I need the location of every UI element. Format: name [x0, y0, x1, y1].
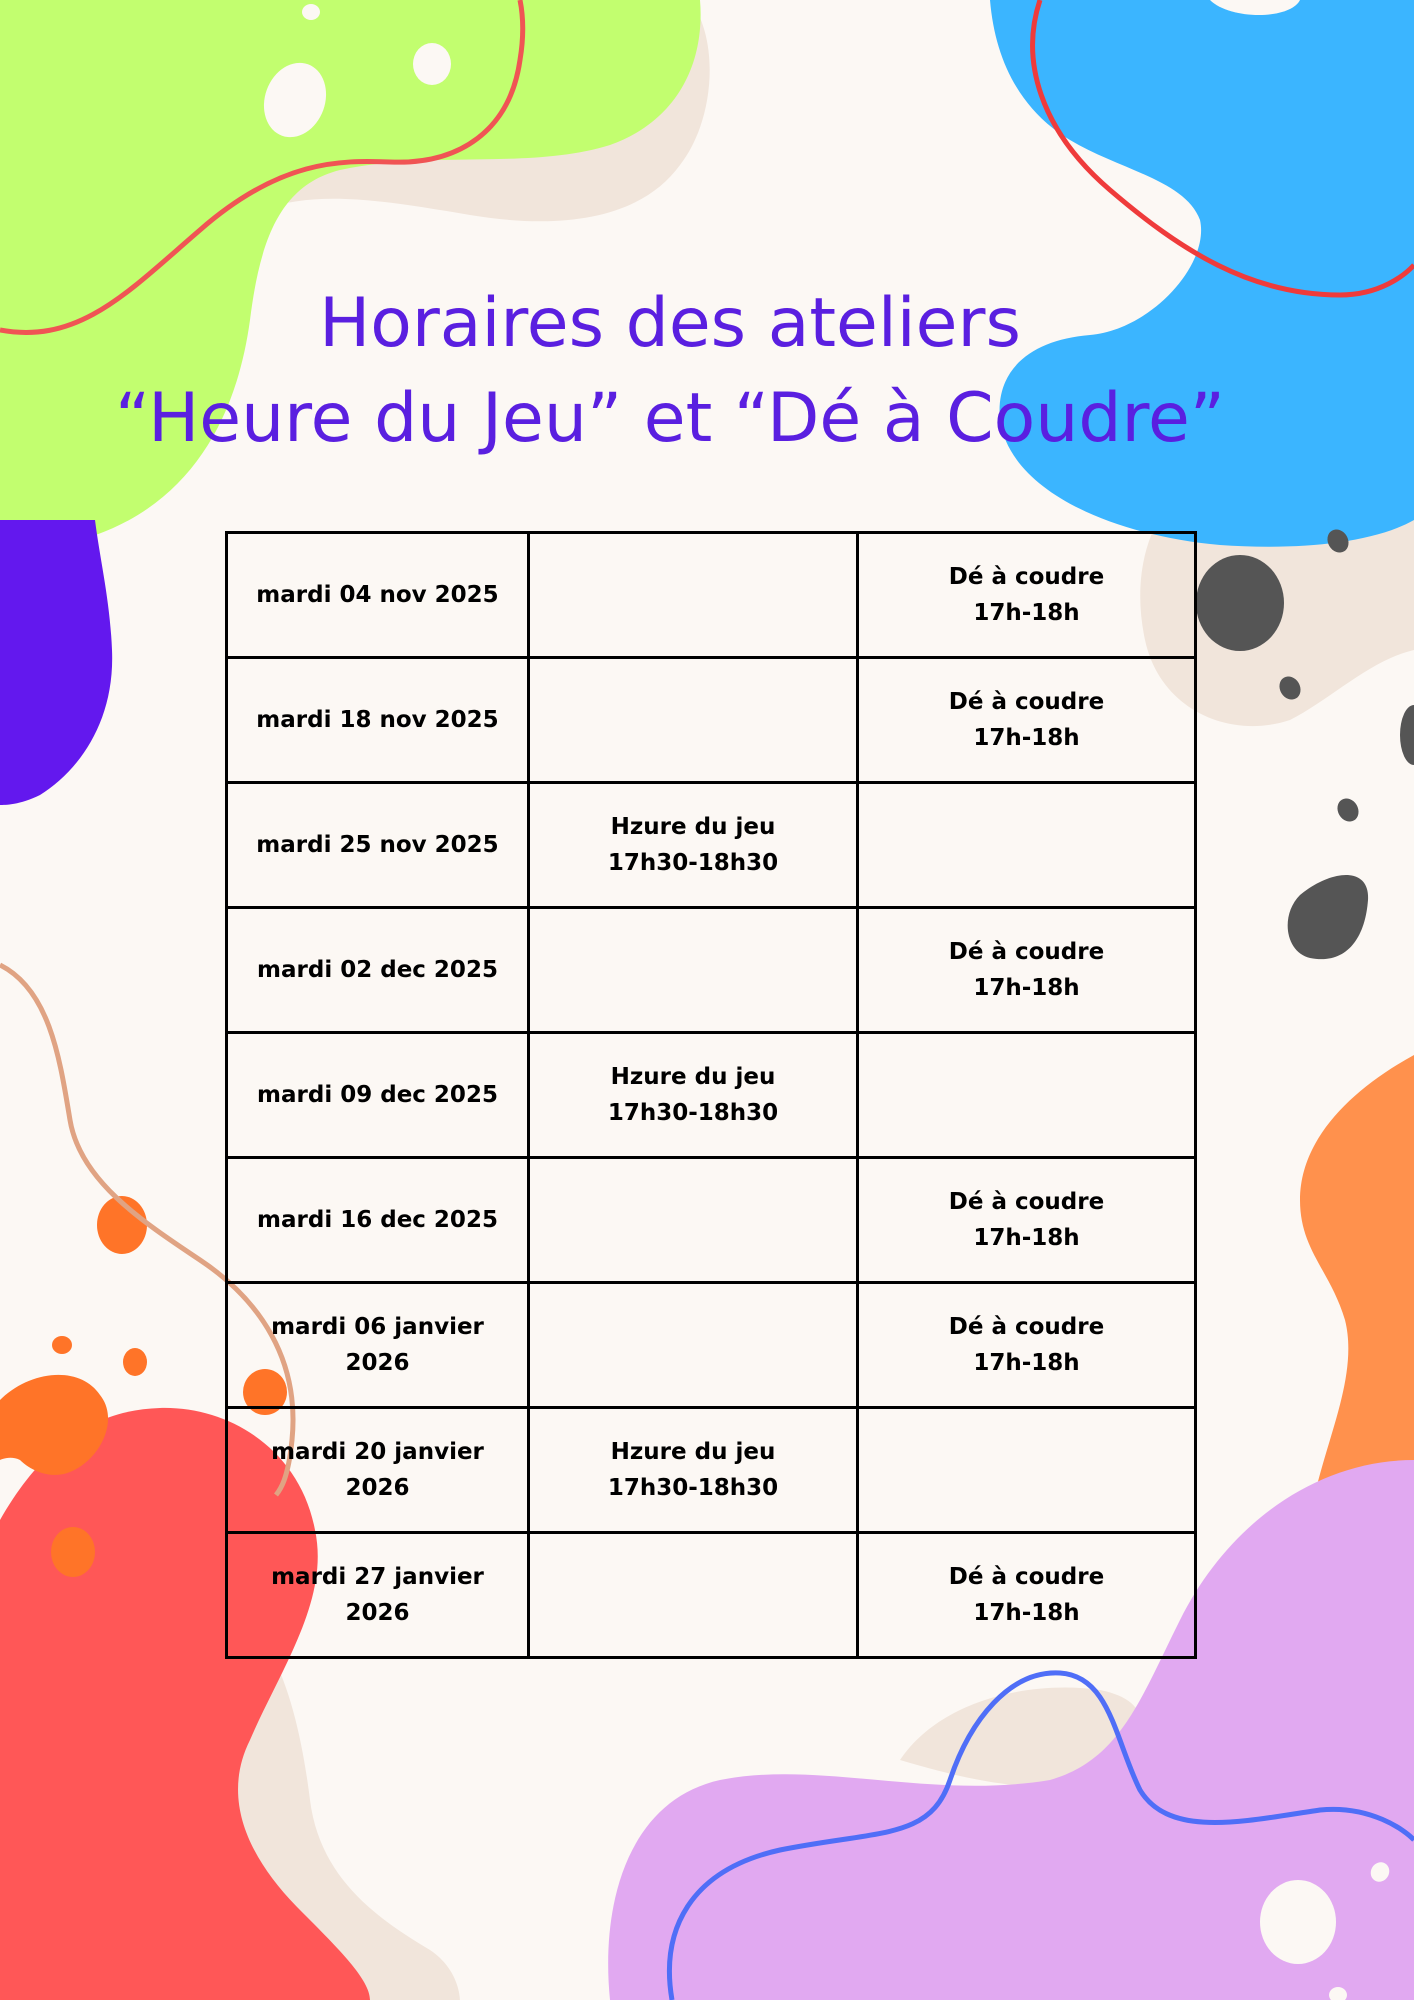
de-a-coudre-cell: Dé à coudre 17h-18h	[858, 908, 1196, 1033]
table-row	[227, 1158, 1196, 1283]
white-spot-3	[302, 4, 320, 20]
table-row	[227, 783, 1196, 908]
white-spot-2	[413, 43, 451, 85]
heure-du-jeu-cell	[529, 1283, 858, 1408]
date-cell: mardi 27 janvier 2026	[227, 1533, 529, 1658]
heure-du-jeu-cell	[529, 1533, 858, 1658]
table-row	[227, 658, 1196, 783]
heure-du-jeu-cell	[529, 908, 858, 1033]
table-row	[227, 1033, 1196, 1158]
de-a-coudre-cell: Dé à coudre 17h-18h	[858, 1283, 1196, 1408]
table-row	[227, 1533, 1196, 1658]
orange-dot-3	[51, 1527, 95, 1577]
date-cell: mardi 09 dec 2025	[227, 1033, 529, 1158]
date-cell: mardi 18 nov 2025	[227, 658, 529, 783]
de-a-coudre-cell	[858, 1408, 1196, 1533]
heure-du-jeu-cell	[529, 658, 858, 783]
de-a-coudre-cell: Dé à coudre 17h-18h	[858, 533, 1196, 658]
grey-dot-1	[1196, 555, 1284, 651]
grey-blob	[1288, 875, 1368, 959]
date-cell: mardi 06 janvier 2026	[227, 1283, 529, 1408]
heure-du-jeu-cell: Hzure du jeu 17h30-18h30	[529, 1033, 858, 1158]
title-line-1: Horaires des ateliers	[319, 284, 1021, 363]
white-spot-4	[1260, 1880, 1336, 1964]
table-row	[227, 1408, 1196, 1533]
date-cell: mardi 20 janvier 2026	[227, 1408, 529, 1533]
schedule-table	[225, 531, 1197, 1659]
grey-dot-4	[1333, 795, 1362, 826]
date-cell: mardi 04 nov 2025	[227, 533, 529, 658]
table-row	[227, 1283, 1196, 1408]
heure-du-jeu-cell	[529, 533, 858, 658]
blue-blob-top-right	[990, 0, 1414, 547]
orange-blob-right	[1300, 1055, 1414, 1520]
table-row	[227, 533, 1196, 658]
purple-blob-left	[0, 520, 112, 805]
de-a-coudre-cell: Dé à coudre 17h-18h	[858, 1158, 1196, 1283]
heure-du-jeu-cell: Hzure du jeu 17h30-18h30	[529, 1408, 858, 1533]
heure-du-jeu-cell	[529, 1158, 858, 1283]
grey-dot-5	[1400, 705, 1414, 765]
orange-dot-5	[123, 1348, 147, 1376]
date-cell: mardi 16 dec 2025	[227, 1158, 529, 1283]
de-a-coudre-cell: Dé à coudre 17h-18h	[858, 658, 1196, 783]
orange-dot-4	[52, 1336, 72, 1354]
de-a-coudre-cell	[858, 783, 1196, 908]
green-blob-top-left	[0, 0, 701, 549]
date-cell: mardi 02 dec 2025	[227, 908, 529, 1033]
title-line-2: “Heure du Jeu” et “Dé à Coudre”	[114, 379, 1226, 458]
date-cell: mardi 25 nov 2025	[227, 783, 529, 908]
de-a-coudre-cell	[858, 1033, 1196, 1158]
de-a-coudre-cell: Dé à coudre 17h-18h	[858, 1533, 1196, 1658]
heure-du-jeu-cell: Hzure du jeu 17h30-18h30	[529, 783, 858, 908]
table-row	[227, 908, 1196, 1033]
